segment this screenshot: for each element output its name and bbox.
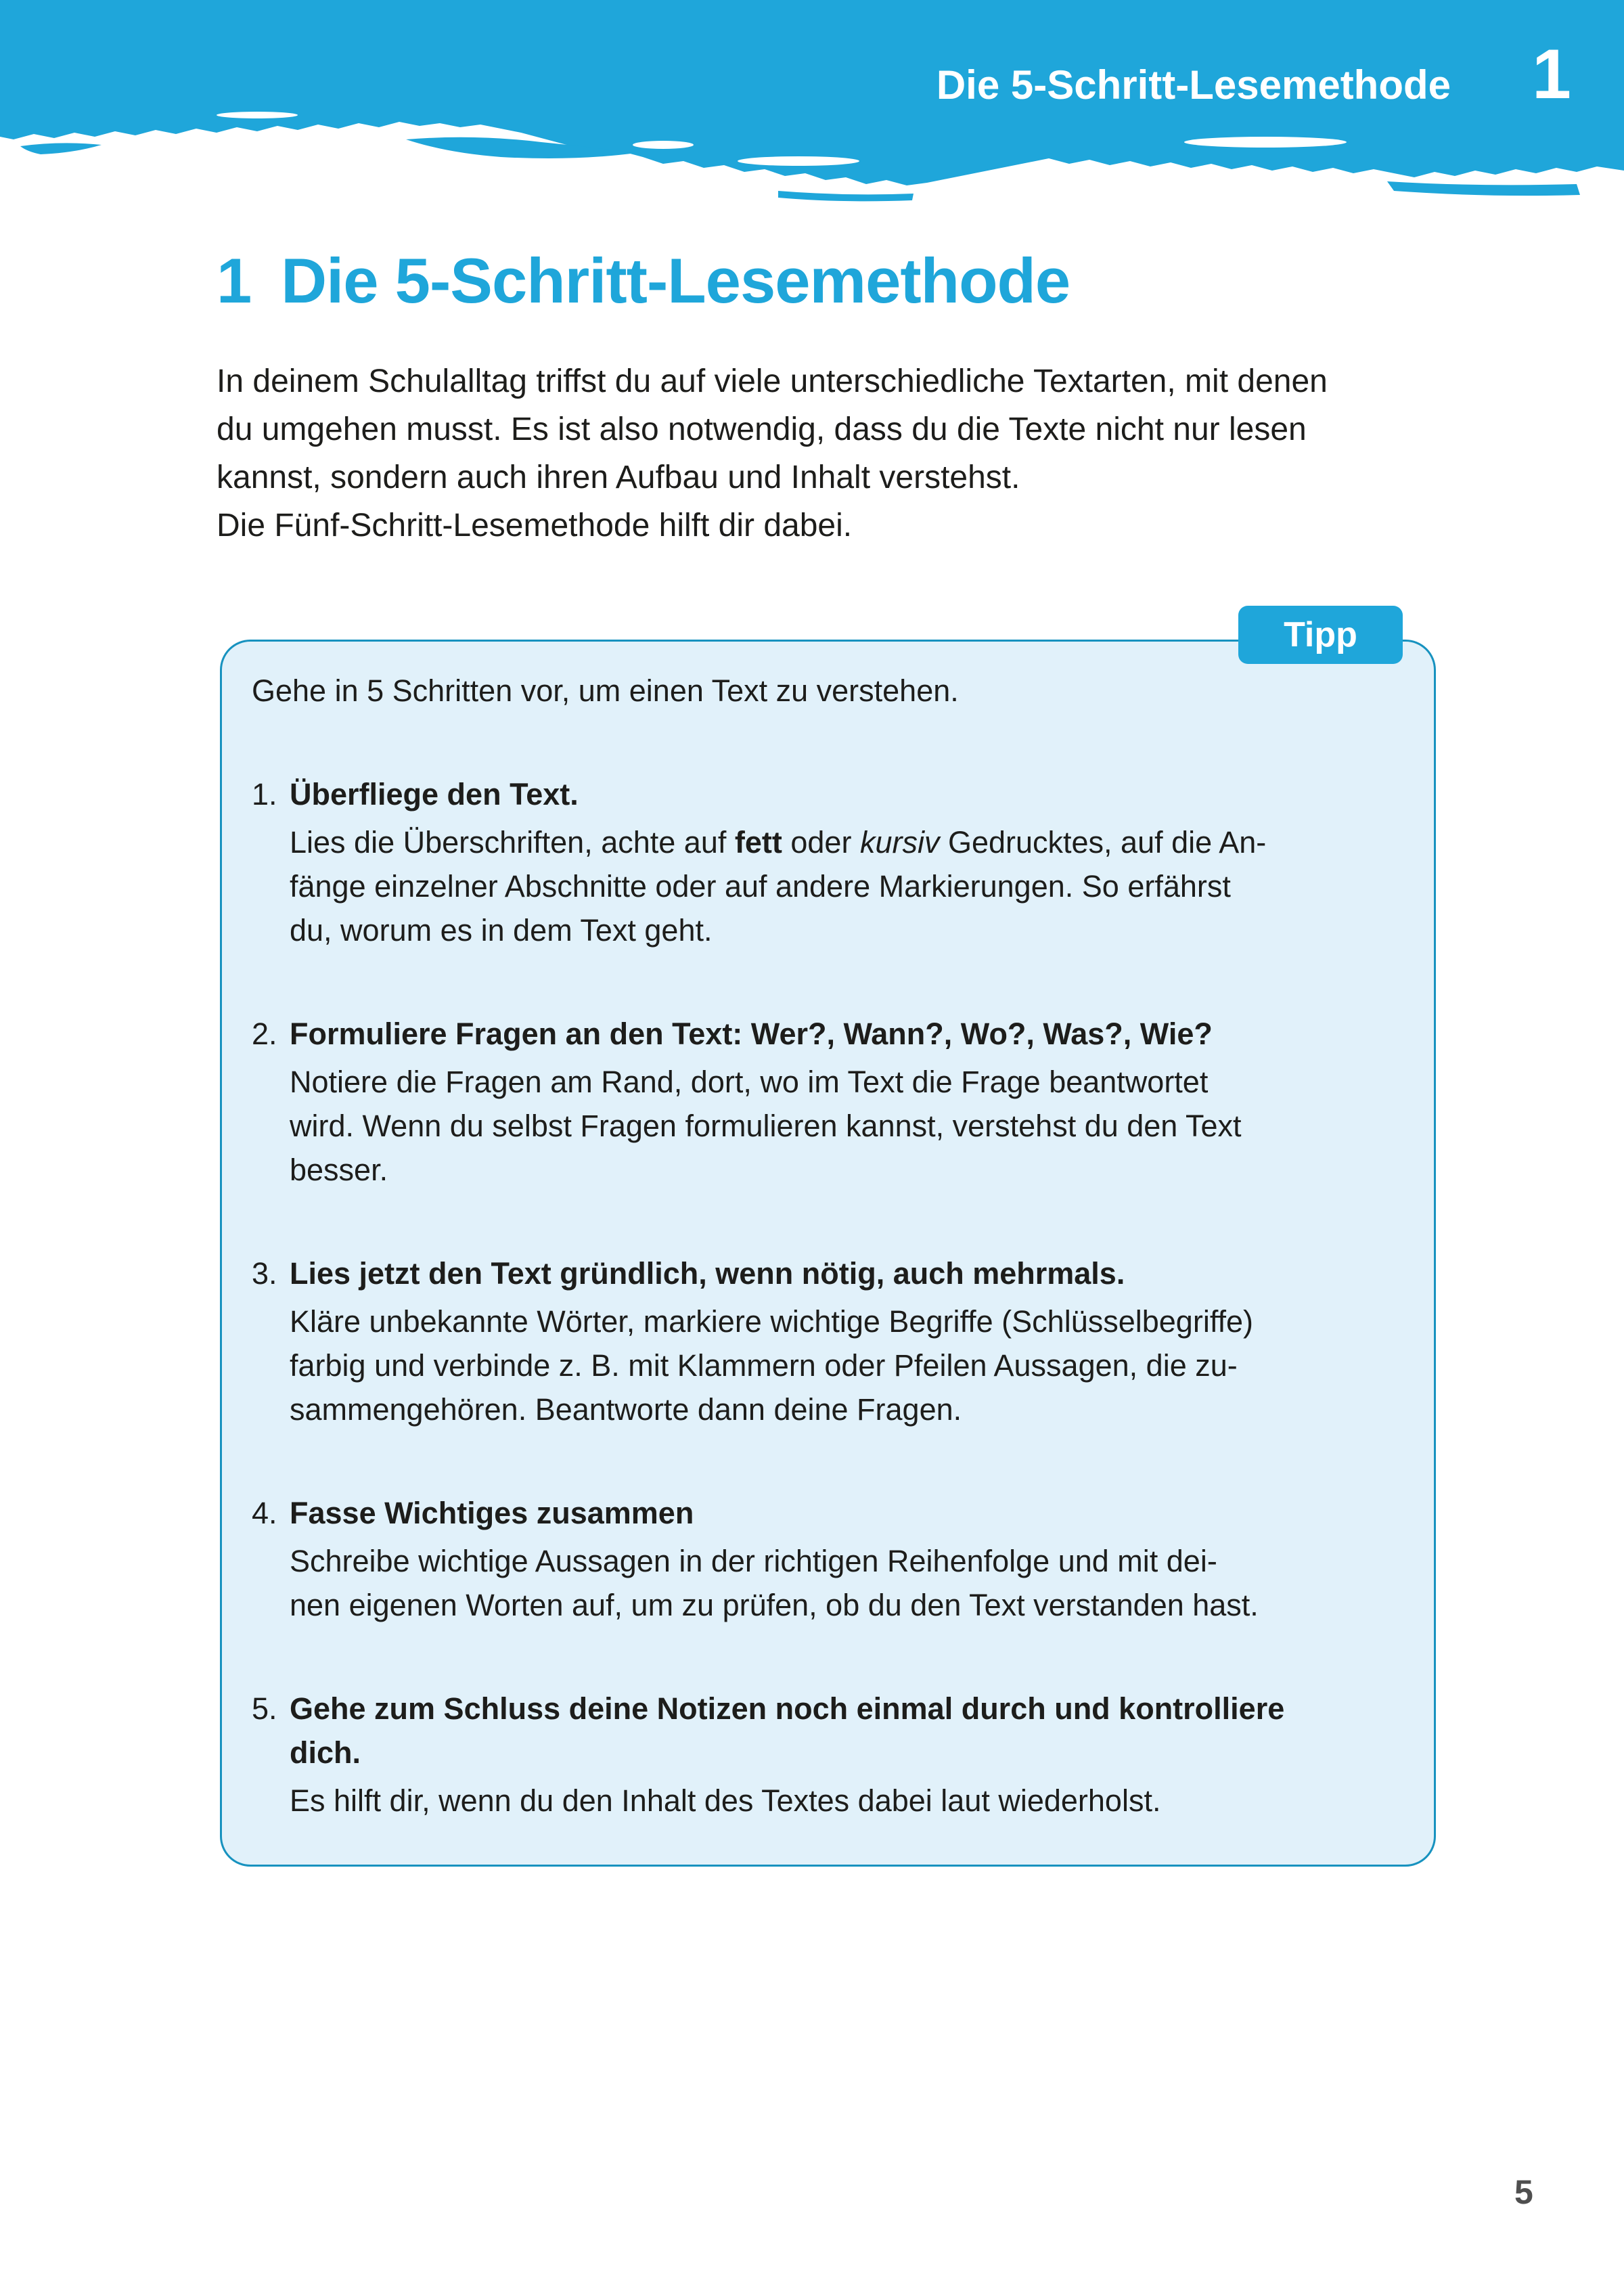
page-title-number: 1	[217, 245, 252, 316]
tip-lead: Gehe in 5 Schritten vor, um einen Text zu verstehen.	[252, 673, 959, 708]
tip-step-4	[252, 1491, 1407, 1627]
intro-line: du umgehen musst. Es ist also notwendig, dass du die Texte nicht nur lesen	[217, 411, 1307, 447]
step-body-line: wird. Wenn du selbst Fragen formulieren kannst, verstehst du den Text	[290, 1109, 1242, 1143]
step-title-line: Lies jetzt den Text gründlich, wenn nötig, auch mehrmals.	[290, 1256, 1125, 1291]
header-chapter-label: Die 5-Schritt-Lesemethode	[936, 62, 1451, 108]
tip-tab-label: Tipp	[1238, 606, 1403, 664]
step-title-line: Überfliege den Text.	[290, 777, 579, 811]
step-body-line: du, worum es in dem Text geht.	[290, 913, 713, 948]
step-number: 3.	[252, 1256, 277, 1291]
step-title	[290, 1251, 1407, 1295]
step-title	[290, 1687, 1407, 1775]
step-body-line: Lies die Überschriften, achte auf fett oder kursiv Gedrucktes, auf die An-	[290, 825, 1267, 860]
step-body	[290, 1299, 1407, 1431]
tip-step-5	[252, 1687, 1407, 1823]
header-chapter-number: 1	[1532, 35, 1571, 114]
step-number: 5.	[252, 1691, 277, 1726]
intro-line: In deinem Schulalltag triffst du auf viele unterschiedliche Textarten, mit denen	[217, 363, 1328, 399]
step-title	[290, 772, 1407, 816]
page-title	[217, 244, 1070, 318]
intro-line: kannst, sondern auch ihren Aufbau und Inhalt verstehst.	[217, 460, 1020, 495]
step-number: 4.	[252, 1496, 277, 1530]
step-body-line: Notiere die Fragen am Rand, dort, wo im Text die Frage beantwortet	[290, 1065, 1209, 1099]
tip-step-1	[252, 772, 1407, 952]
step-title	[290, 1012, 1407, 1056]
step-body-line: Kläre unbekannte Wörter, markiere wichtige Begriffe (Schlüsselbegriffe)	[290, 1304, 1254, 1339]
step-body-line: Es hilft dir, wenn du den Inhalt des Textes dabei laut wiederholst.	[290, 1783, 1161, 1818]
step-title-line: Gehe zum Schluss deine Notizen noch einmal durch und kontrolliere	[290, 1691, 1285, 1726]
step-number: 1.	[252, 777, 277, 811]
step-title-line: Fasse Wichtiges zusammen	[290, 1496, 694, 1530]
step-number: 2.	[252, 1017, 277, 1051]
step-body-line: fänge einzelner Abschnitte oder auf andere Markierungen. So erfährst	[290, 869, 1231, 904]
step-title-line: Formuliere Fragen an den Text: Wer?, Wann?, Wo?, Was?, Wie?	[290, 1017, 1213, 1051]
intro-line: Die Fünf-Schritt-Lesemethode hilft dir dabei.	[217, 508, 853, 543]
tip-box	[220, 640, 1436, 1867]
step-body-line: besser.	[290, 1153, 388, 1187]
step-body	[290, 820, 1407, 952]
page-number: 5	[1514, 2173, 1533, 2211]
step-body-line: nen eigenen Worten auf, um zu prüfen, ob du den Text verstanden hast.	[290, 1588, 1259, 1622]
step-body	[290, 1779, 1407, 1823]
step-body-line: sammengehören. Beantworte dann deine Fragen.	[290, 1392, 962, 1427]
step-body-line: farbig und verbinde z. B. mit Klammern oder Pfeilen Aussagen, die zu-	[290, 1348, 1238, 1383]
step-title-line: dich.	[290, 1735, 361, 1770]
step-body-line: Schreibe wichtige Aussagen in der richtigen Reihenfolge und mit dei-	[290, 1544, 1217, 1578]
tip-step-2	[252, 1012, 1407, 1192]
step-body	[290, 1539, 1407, 1627]
step-title	[290, 1491, 1407, 1535]
step-body	[290, 1060, 1407, 1192]
intro-paragraph	[217, 357, 1328, 550]
tip-step-3	[252, 1251, 1407, 1431]
page-title-text: Die 5-Schritt-Lesemethode	[281, 245, 1070, 316]
